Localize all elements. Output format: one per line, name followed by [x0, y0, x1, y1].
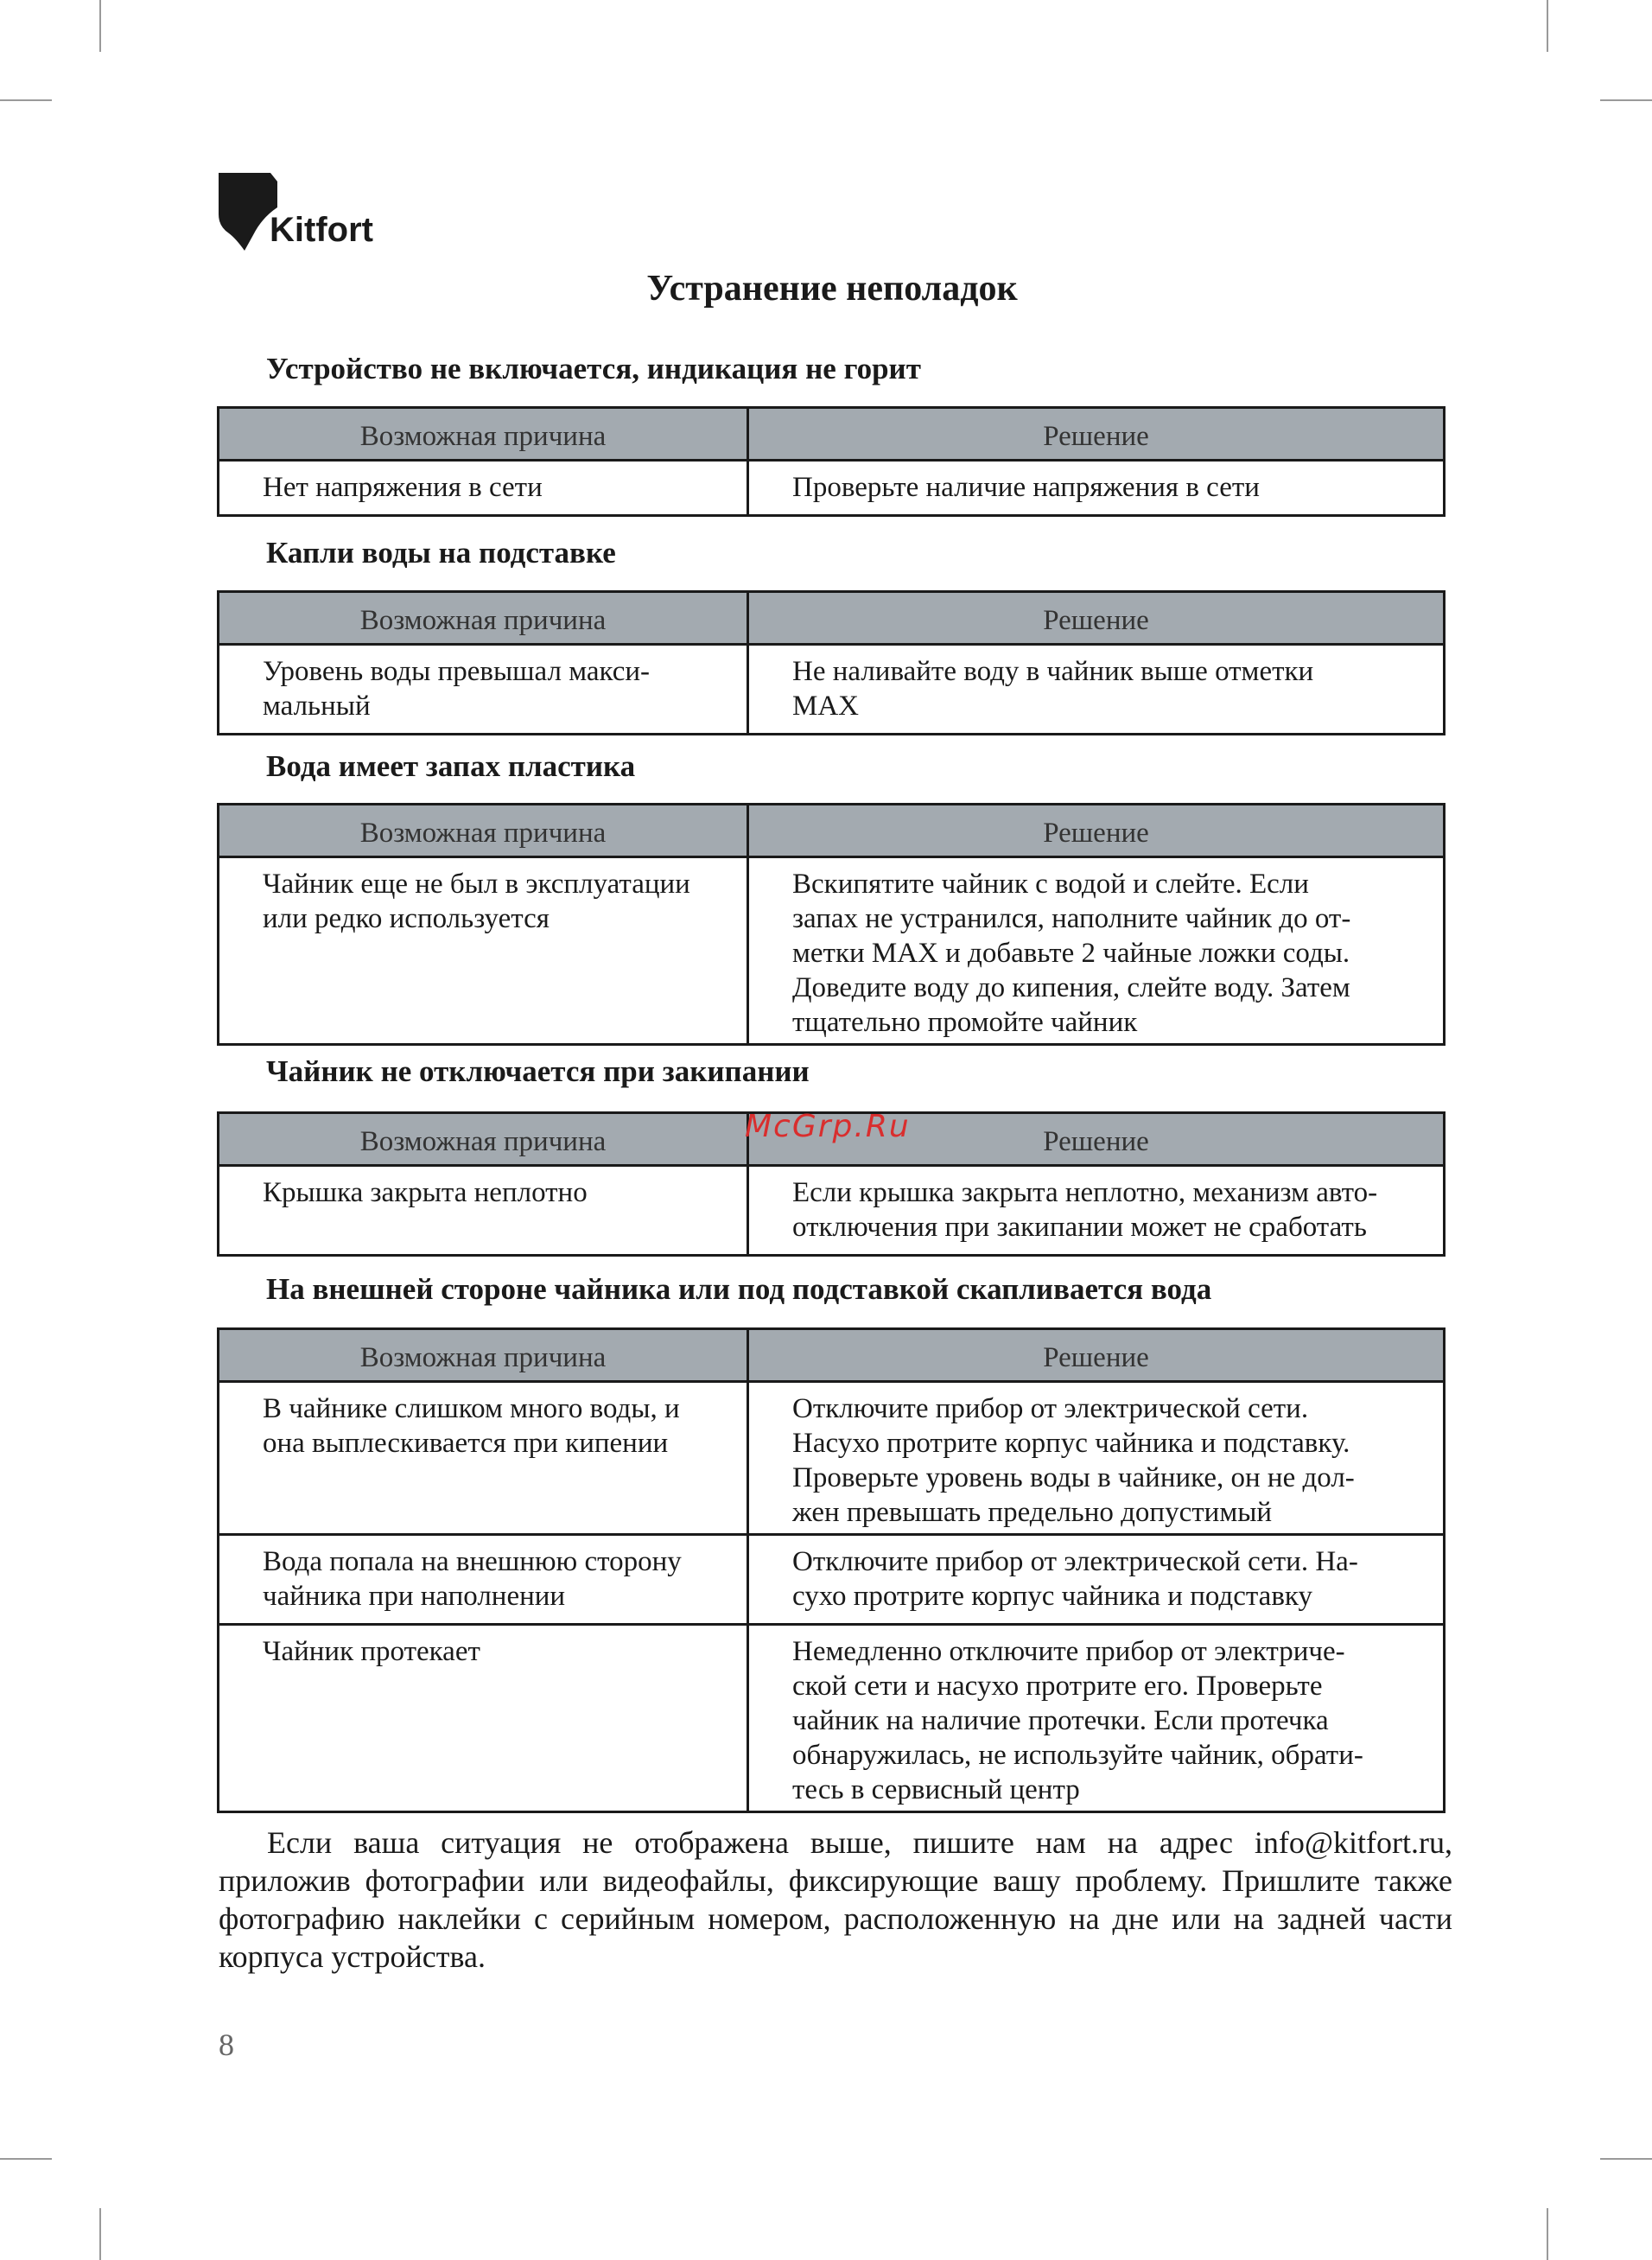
contact-paragraph: Если ваша ситуация не отображена выше, пишите нам на адрес info@kitfort.ru, приложив фотографии или видеофайлы, фиксирующие вашу проблему. Пришлите также фотографию наклейки с серийным номером, расположенную на дне или на задней части корпуса устройства.	[219, 1825, 1452, 1974]
solution-cell: Немедленно отключите прибор от электриче- ской сети и насухо протрите его. Проверьте чайник на наличие протечки. Если протечка обнаружилась, не используйте чайник, обрати- тесь в сервисный центр	[748, 1625, 1445, 1812]
crop-mark	[0, 2158, 52, 2160]
header-cause: Возможная причина	[219, 592, 748, 645]
header-cause: Возможная причина	[219, 1113, 748, 1166]
table-row	[219, 1535, 1445, 1625]
header-cause: Возможная причина	[219, 408, 748, 461]
troubleshooting-table	[217, 406, 1446, 517]
crop-mark	[99, 2208, 101, 2260]
header-solution: Решение	[748, 1329, 1445, 1382]
cause-cell: Уровень воды превышал макси- мальный	[219, 645, 748, 735]
watermark: McGrp.Ru	[745, 1109, 911, 1144]
solution-cell: Если крышка закрыта неплотно, механизм авто- отключения при закипании может не сработать	[748, 1166, 1445, 1256]
header-cause: Возможная причина	[219, 1329, 748, 1382]
table-row	[219, 1625, 1445, 1812]
header-solution: Решение	[748, 592, 1445, 645]
solution-cell: Отключите прибор от электрической сети. Насухо протрите корпус чайника и подставку. Проверьте уровень воды в чайнике, он не дол- жен превышать предельно допустимый	[748, 1382, 1445, 1535]
cause-cell: Чайник еще не был в эксплуатации или редко используется	[219, 857, 748, 1045]
cause-cell: Вода попала на внешнюю сторону чайника при наполнении	[219, 1535, 748, 1625]
table-row	[219, 1382, 1445, 1535]
solution-cell: Не наливайте воду в чайник выше отметки MAX	[748, 645, 1445, 735]
cause-cell: Крышка закрыта неплотно	[219, 1166, 748, 1256]
crop-mark	[1547, 2208, 1548, 2260]
crop-mark	[99, 0, 101, 52]
cause-cell: В чайнике слишком много воды, и она выплескивается при кипении	[219, 1382, 748, 1535]
troubleshooting-table	[217, 590, 1446, 735]
table-row	[219, 1166, 1445, 1256]
troubleshooting-table	[217, 1327, 1446, 1813]
solution-cell: Проверьте наличие напряжения в сети	[748, 461, 1445, 516]
table-row	[219, 461, 1445, 516]
table-row	[219, 645, 1445, 735]
section-title: Устройство не включается, индикация не горит	[266, 352, 921, 385]
troubleshooting-table	[217, 803, 1446, 1046]
crop-mark	[1547, 0, 1548, 52]
section-title: Вода имеет запах пластика	[266, 749, 636, 783]
crop-mark	[1600, 2158, 1652, 2160]
section-title: Чайник не отключается при закипании	[266, 1054, 810, 1088]
crop-mark	[1600, 99, 1652, 101]
brand-name: Kitfort	[270, 211, 373, 249]
header-solution: Решение	[748, 408, 1445, 461]
page-number: 8	[219, 2028, 234, 2062]
crop-mark	[0, 99, 52, 101]
cause-cell: Чайник протекает	[219, 1625, 748, 1812]
header-solution: Решение	[748, 805, 1445, 857]
solution-cell: Вскипятите чайник с водой и слейте. Если запах не устранился, наполните чайник до от- метки MAX и добавьте 2 чайные ложки соды. Доведите воду до кипения, слейте воду. Затем тщательно промойте чайник	[748, 857, 1445, 1045]
header-cause: Возможная причина	[219, 805, 748, 857]
section-title: На внешней стороне чайника или под подставкой скапливается вода	[266, 1272, 1212, 1306]
header-solution: Решение	[748, 1113, 1445, 1166]
table-row	[219, 857, 1445, 1045]
page-title: Устранение неполадок	[646, 269, 1018, 309]
cause-cell: Нет напряжения в сети	[219, 461, 748, 516]
solution-cell: Отключите прибор от электрической сети. На- сухо протрите корпус чайника и подставку	[748, 1535, 1445, 1625]
section-title: Капли воды на подставке	[266, 536, 616, 570]
